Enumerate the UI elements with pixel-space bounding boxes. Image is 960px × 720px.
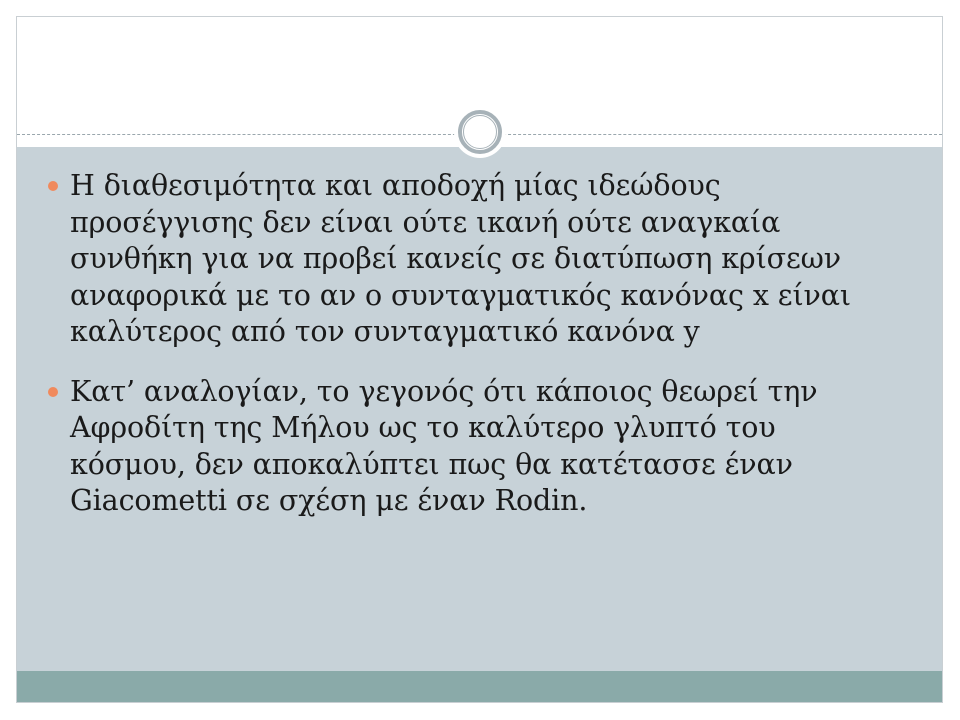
bullet-item: [70, 374, 890, 520]
bullet-text: Η διαθεσιμότητα και αποδοχή μίας ιδεώδους προσέγγισης δεν είναι ούτε ικανή ούτε αναγκαία συνθήκη για να προβεί κανείς σε διατύπωση κρίσεων αναφορικά με το αν ο συνταγματικός κανόνας x είναι καλύτερος από τον συνταγματικό κανόνα y: [70, 169, 851, 348]
bullet-item: [70, 168, 890, 351]
circle-ornament-inner: [463, 115, 497, 149]
bullet-text: Κατ’ αναλογίαν, το γεγονός ότι κάποιος θεωρεί την Αφροδίτη της Μήλου ως το καλύτερο γλυπτό του κόσμου, δεν αποκαλύπτει πως θα κατέτασσε έναν Giacometti σε σχέση με έναν Rodin.: [70, 374, 818, 517]
footer-bar: [17, 671, 942, 702]
bullet-dot-icon: [48, 387, 58, 397]
bullet-dot-icon: [48, 181, 58, 191]
bullet-list: [70, 168, 890, 543]
